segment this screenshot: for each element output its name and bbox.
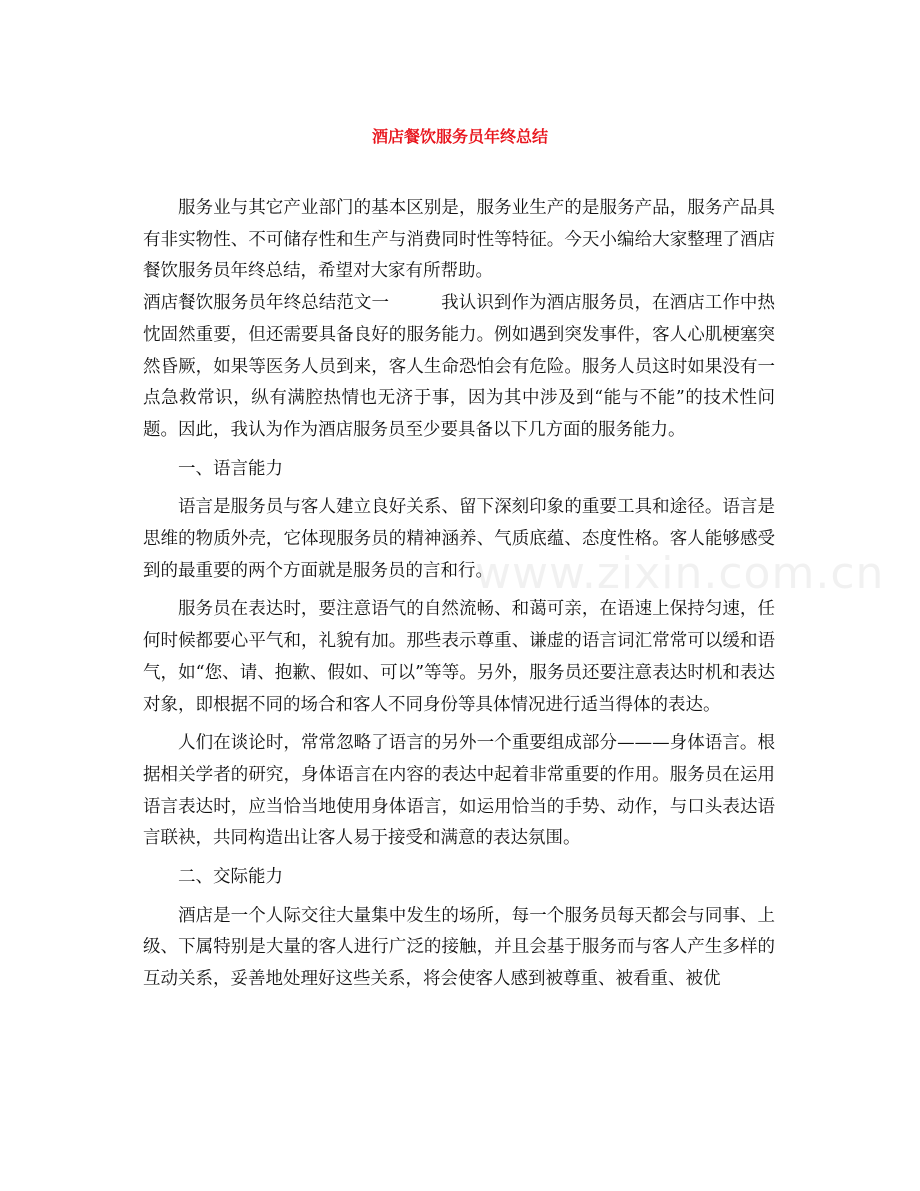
- sample-heading: 酒店餐饮服务员年终总结范文一: [143, 293, 390, 314]
- paragraph-social-1: 酒店是一个人际交往大量集中发生的场所，每一个服务员每天都会与同事、上级、下属特别是大量的客人进行广泛的接触，并且会基于服务而与客人产生多样的互动关系，妥善地处理好这些关系，将会使客人感到被尊重、被看重、被优: [143, 905, 775, 990]
- sample-text: 我认识到作为酒店服务员，在酒店工作中热忱固然重要，但还需要具备良好的服务能力。例如遇到突发事件，客人心肌梗塞突然昏厥，如果等医务人员到来，客人生命恐怕会有危险。服务人员这时如果没有一点急救常识，纵有满腔热情也无济于事，因为其中涉及到“能与不能”的技术性问题。因此，我认为作为酒店服务员至少要具备以下几方面的服务能力。: [143, 293, 776, 440]
- watermark: www.zixin.com.cn: [475, 548, 885, 599]
- document-body: [143, 193, 775, 996]
- document-title: 酒店餐饮服务员年终总结: [371, 127, 548, 146]
- section-heading-language: 一、语言能力: [178, 458, 283, 479]
- paragraph-sample-one: [143, 288, 775, 447]
- paragraph-intro: 服务业与其它产业部门的基本区别是，服务业生产的是服务产品，服务产品具有非实物性、不可储存性和生产与消费同时性等特征。今天小编给大家整理了酒店餐饮服务员年终总结，希望对大家有所帮助。: [143, 198, 775, 282]
- paragraph-body-language: 人们在谈论时，常常忽略了语言的另外一个重要组成部分———身体语言。根据相关学者的研究，身体语言在内容的表达中起着非常重要的作用。服务员在运用语言表达时，应当恰当地使用身体语言，如运用恰当的手势、动作，与口头表达语言联袂，共同构造出让客人易于接受和满意的表达氛围。: [143, 733, 775, 849]
- section-heading-social: 二、交际能力: [178, 867, 283, 888]
- paragraph-language-2: 服务员在表达时，要注意语气的自然流畅、和蔼可亲，在语速上保持匀速，任何时候都要心平气和，礼貌有加。那些表示尊重、谦虚的语言词汇常常可以缓和语气，如“您、请、抱歉、假如、可以”等等。另外，服务员还要注意表达时机和表达对象，即根据不同的场合和客人不同身份等具体情况进行适当得体的表达。: [143, 599, 775, 715]
- paragraph-language-1: 语言是服务员与客人建立良好关系、留下深刻印象的重要工具和途径。语言是思维的物质外壳，它体现服务员的精神涵养、气质底蕴、态度性格。客人能够感受到的最重要的两个方面就是服务员的言和行。: [143, 497, 775, 581]
